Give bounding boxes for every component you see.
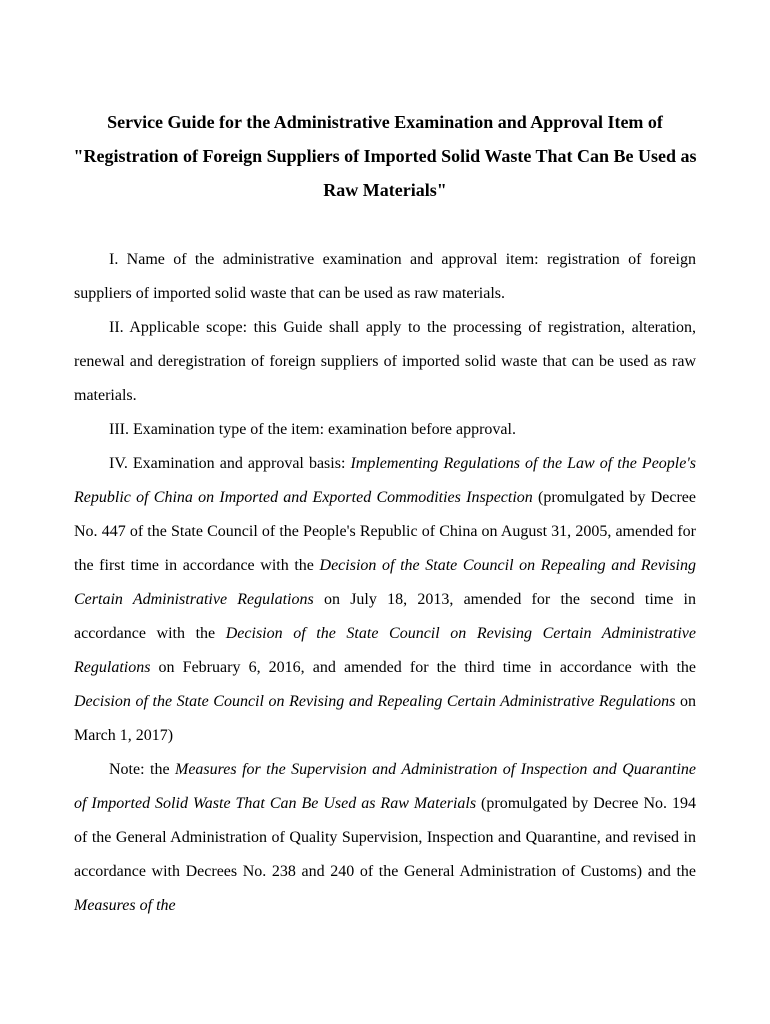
document-body xyxy=(74,243,696,923)
section-4-text-3: on February 6, 2016, and amended for the third time in accordance with the xyxy=(150,659,696,676)
section-4-text-1: (promulgated by Decree No. 447 of the State Council of the People's Republic of China on August 31, 2005, amended for the first time in accordance with the xyxy=(74,489,697,574)
measures-title-1: Measures for the Supervision and Administration of Inspection and Quarantine of Imported Solid Waste That Can Be Used as Raw Materials xyxy=(74,761,697,812)
measures-title-2: Measures of the xyxy=(74,897,176,914)
decision-title-1: Decision of the State Council on Repealing and Revising Certain Administrative Regulations xyxy=(74,557,696,608)
document-title: Service Guide for the Administrative Examination and Approval Item of "Registration of Foreign Suppliers of Imported Solid Waste That Can Be Used as Raw Materials" xyxy=(73,112,697,200)
decision-title-3: Decision of the State Council on Revising and Repealing Certain Administrative Regulations xyxy=(74,693,676,710)
law-title: Implementing Regulations of the Law of the People's Republic of China on Imported and Exported Commodities Inspection xyxy=(74,455,696,506)
section-4-text-4: on March 1, 2017) xyxy=(74,693,697,744)
note-paragraph xyxy=(74,753,696,923)
note-lead: Note: the xyxy=(109,761,175,778)
decision-title-2: Decision of the State Council on Revising Certain Administrative Regulations xyxy=(74,625,696,676)
section-2-paragraph: II. Applicable scope: this Guide shall apply to the processing of registration, alteration, renewal and deregistration of foreign suppliers of imported solid waste that can be used as raw materials. xyxy=(74,319,696,404)
section-4-text-2: on July 18, 2013, amended for the second time in accordance with the xyxy=(74,591,696,642)
document-page xyxy=(74,105,696,923)
note-text-1: (promulgated by Decree No. 194 of the General Administration of Quality Supervision, Inspection and Quarantine, and revised in accordance with Decrees No. 238 and 240 of the General Administration of Customs) and the xyxy=(74,795,696,880)
section-3-paragraph: III. Examination type of the item: examination before approval. xyxy=(109,421,516,438)
section-4-lead: IV. Examination and approval basis: xyxy=(109,455,351,472)
section-1-paragraph: I. Name of the administrative examination and approval item: registration of foreign suppliers of imported solid waste that can be used as raw materials. xyxy=(74,251,696,302)
section-4-paragraph xyxy=(74,447,696,753)
